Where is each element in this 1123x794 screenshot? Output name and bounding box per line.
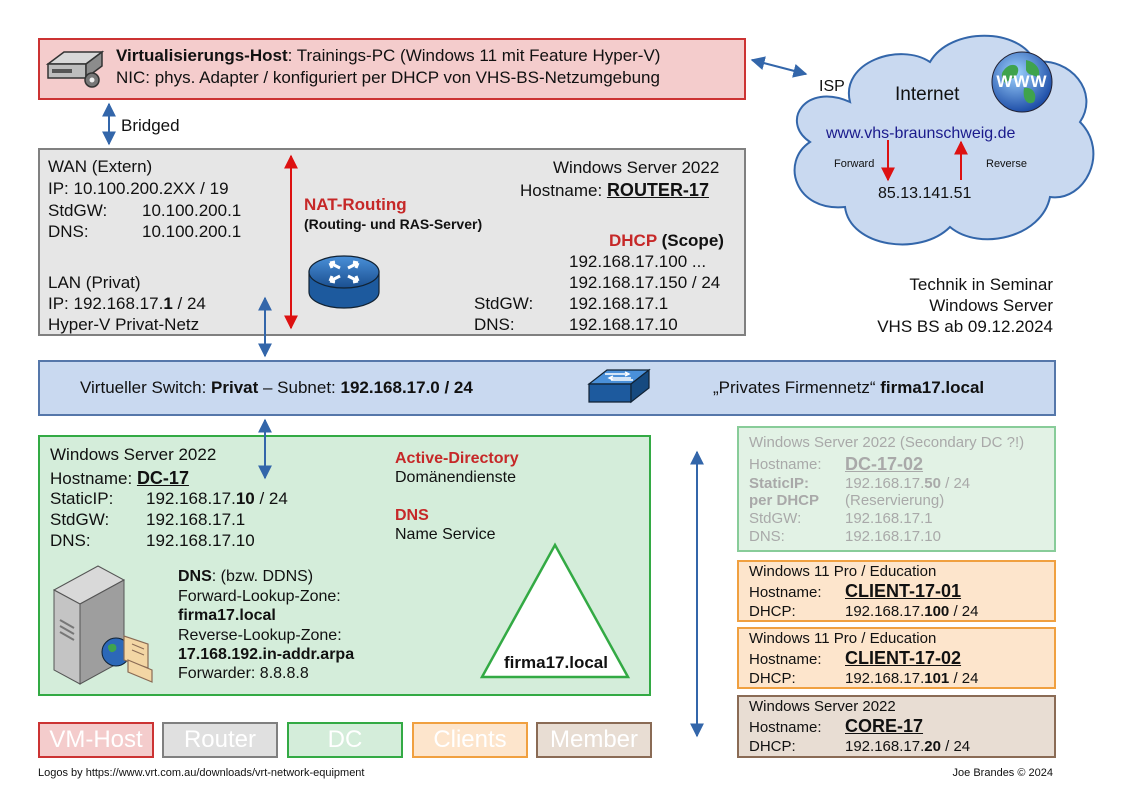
dns-service-sub: Name Service <box>395 526 496 543</box>
seminar-line3: VHS BS ab 09.12.2024 <box>877 317 1053 336</box>
client2-os: Windows 11 Pro / Education <box>749 630 937 647</box>
dc2-dhcp-label: per DHCP <box>749 492 820 509</box>
internet-title: Internet <box>895 84 960 105</box>
core-ip-mask: / 24 <box>940 738 971 755</box>
dc-ip-label: StaticIP: <box>50 489 114 508</box>
switch-prefix: Virtueller Switch: <box>80 378 212 397</box>
legend-vm-host: VM-Host <box>38 722 154 758</box>
vm-host-description: : Trainings-PC (Windows 11 mit Feature Hyper-V) <box>287 46 661 65</box>
dc2-hostname: DC-17-02 <box>845 454 924 474</box>
vm-host-nic: NIC: phys. Adapter / konfiguriert per DHCP von VHS-BS-Netzumgebung <box>116 68 660 87</box>
dc-hostname: DC-17 <box>136 468 189 488</box>
core-hostname: CORE-17 <box>845 716 924 736</box>
dhcp-range-start: 192.168.17.100 ... <box>569 252 707 271</box>
dhcp-dns: 192.168.17.10 <box>569 315 678 334</box>
wan-dns: 10.100.200.1 <box>142 222 242 241</box>
dc-dns: 192.168.17.10 <box>146 531 255 550</box>
legend-clients: Clients <box>412 722 528 758</box>
dc2-dhcp-reservation: (Reservierung) <box>845 492 945 509</box>
dhcp-range-end: 192.168.17.150 / 24 <box>569 273 721 292</box>
network-name-label: „Privates Firmennetz“ <box>713 378 881 397</box>
wan-ip: IP: 10.100.200.2XX / 19 <box>48 179 229 198</box>
ad-title: Active-Directory <box>395 450 519 467</box>
client2-dhcp-label: DHCP: <box>749 670 796 687</box>
lan-net: Hyper-V Privat-Netz <box>48 315 200 334</box>
router-hostname-label: Hostname: <box>520 181 607 200</box>
vm-host-title: Virtualisierungs-Host <box>116 46 288 65</box>
dc2-hostname-label: Hostname: <box>749 456 822 473</box>
flz-value: firma17.local <box>178 607 276 624</box>
public-ip: 85.13.141.51 <box>878 185 972 202</box>
seminar-line2: Windows Server <box>929 296 1053 315</box>
lan-title: LAN (Privat) <box>48 273 141 292</box>
client1-os: Windows 11 Pro / Education <box>749 563 937 580</box>
client1-hostname-label: Hostname: <box>749 584 822 601</box>
footer-copyright: Joe Brandes © 2024 <box>952 767 1053 779</box>
flz-label: Forward-Lookup-Zone: <box>178 588 341 605</box>
wan-dns-label: DNS: <box>48 222 89 241</box>
dc-os: Windows Server 2022 <box>50 445 217 464</box>
seminar-line1: Technik in Seminar <box>909 275 1053 294</box>
client2-hostname: CLIENT-17-02 <box>845 648 962 668</box>
client2-hostname-label: Hostname: <box>749 651 822 668</box>
router-hostname: ROUTER-17 <box>606 180 709 200</box>
network-domain: firma17.local <box>880 378 985 397</box>
dc2-ip-prefix: 192.168.17. <box>845 475 925 492</box>
footer-logos-credit: Logos by https://www.vrt.com.au/downloads/vrt-network-equipment <box>38 767 365 779</box>
dns-info-label: DNS <box>178 568 212 585</box>
client2-ip-mask: / 24 <box>949 670 979 687</box>
lan-ip-prefix: IP: 192.168.17. <box>48 294 164 313</box>
dc2-ip-label: StaticIP: <box>749 475 810 492</box>
core-os: Windows Server 2022 <box>749 698 896 715</box>
client1-ip-prefix: 192.168.17. <box>845 603 925 620</box>
dc-gw: 192.168.17.1 <box>146 510 246 529</box>
dhcp-gw: 192.168.17.1 <box>569 294 669 313</box>
ad-sub: Domänendienste <box>395 469 516 486</box>
wan-gw-label: StdGW: <box>48 201 108 220</box>
www-label: WWW <box>996 72 1048 91</box>
core-hostname-label: Hostname: <box>749 719 822 736</box>
client1-dhcp-label: DHCP: <box>749 603 796 620</box>
forward-label: Forward <box>834 158 875 170</box>
reverse-label: Reverse <box>986 158 1027 170</box>
client1-ip-mask: / 24 <box>949 603 979 620</box>
client2-ip-host: 101 <box>924 670 950 687</box>
rlz-label: Reverse-Lookup-Zone: <box>178 627 342 644</box>
legend-dc: DC <box>287 722 403 758</box>
dns-info-ddns: : (bzw. DDNS) <box>211 568 314 585</box>
dc-ip-prefix: 192.168.17. <box>146 489 236 508</box>
wan-gw: 10.100.200.1 <box>142 201 242 220</box>
dc-dns-label: DNS: <box>50 531 91 550</box>
dhcp-dns-label: DNS: <box>474 315 515 334</box>
arrow-host-internet <box>752 60 806 74</box>
switch-subnet-label: – Subnet: <box>258 378 341 397</box>
dc2-ip-mask: / 24 <box>940 475 971 492</box>
switch-subnet: 192.168.17.0 / 24 <box>340 378 473 397</box>
rlz-value: 17.168.192.in-addr.arpa <box>178 646 355 663</box>
core-ip-host: 20 <box>924 738 941 755</box>
dc2-dns-label: DNS: <box>749 528 785 545</box>
lan-ip-mask: / 24 <box>172 294 206 313</box>
router-os: Windows Server 2022 <box>553 158 720 177</box>
switch-name: Privat <box>211 378 259 397</box>
dc-ip-host: 10 <box>235 489 255 508</box>
isp-label: ISP <box>819 78 845 95</box>
client1-hostname: CLIENT-17-01 <box>845 581 962 601</box>
nat-title: NAT-Routing <box>304 195 407 214</box>
dhcp-gw-label: StdGW: <box>474 294 534 313</box>
dc2-gw: 192.168.17.1 <box>845 510 933 527</box>
bridged-label: Bridged <box>121 116 180 135</box>
forest-domain: firma17.local <box>504 653 608 672</box>
legend-router: Router <box>162 722 278 758</box>
wan-title: WAN (Extern) <box>48 157 153 176</box>
client1-ip-host: 100 <box>924 603 950 620</box>
dhcp-scope: (Scope) <box>656 231 724 250</box>
dc2-ip-host: 50 <box>924 475 941 492</box>
vhs-url[interactable]: www.vhs-braunschweig.de <box>826 125 1016 142</box>
dc2-dns: 192.168.17.10 <box>845 528 941 545</box>
core-ip-prefix: 192.168.17. <box>845 738 925 755</box>
legend-member: Member <box>536 722 652 758</box>
dc-hostname-label: Hostname: <box>50 469 137 488</box>
lan-ip-host: 1 <box>163 294 173 313</box>
core-dhcp-label: DHCP: <box>749 738 796 755</box>
dc2-gw-label: StdGW: <box>749 510 802 527</box>
dc2-os: Windows Server 2022 (Secondary DC ?!) <box>749 434 1025 451</box>
dhcp-title: DHCP <box>609 231 657 250</box>
dns-service-title: DNS <box>395 507 429 524</box>
client2-ip-prefix: 192.168.17. <box>845 670 925 687</box>
dc-gw-label: StdGW: <box>50 510 110 529</box>
nat-sub: (Routing- und RAS-Server) <box>304 216 483 232</box>
dc-ip-mask: / 24 <box>254 489 288 508</box>
dns-forwarder: Forwarder: 8.8.8.8 <box>178 665 309 682</box>
